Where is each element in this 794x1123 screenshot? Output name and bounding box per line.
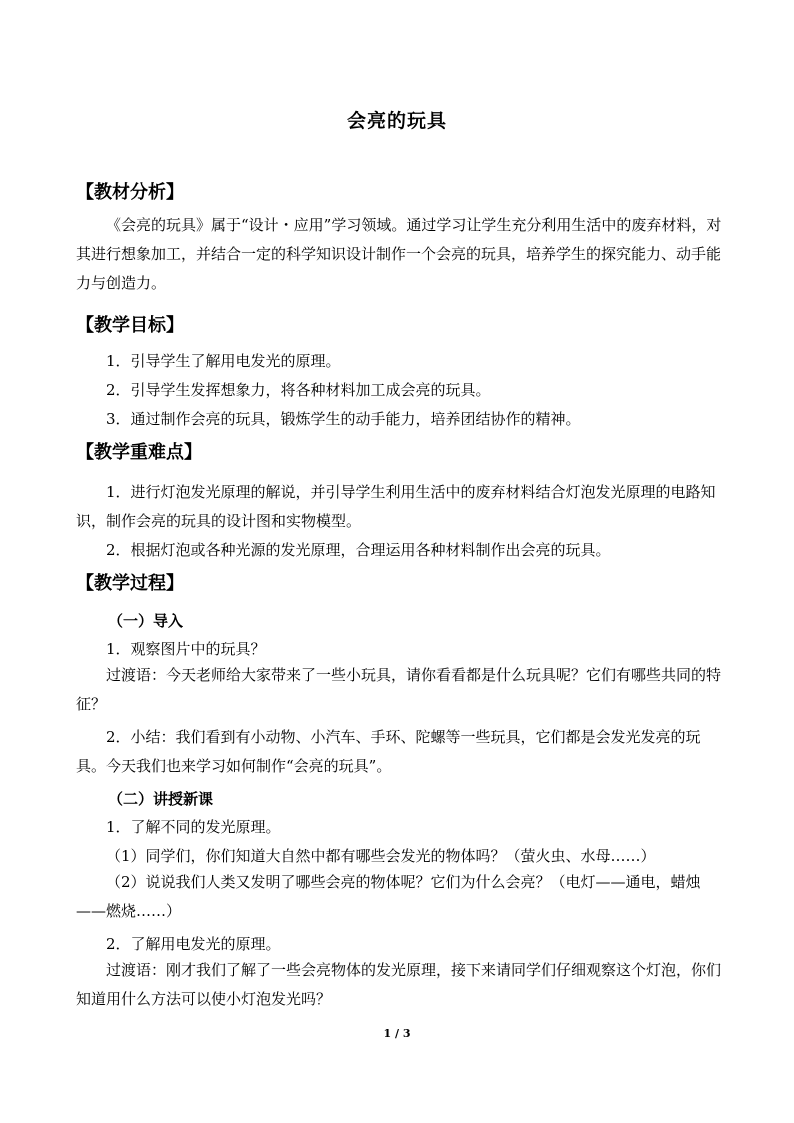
intro-question: 1．观察图片中的玩具？ bbox=[106, 640, 266, 658]
new-lesson-point-1: 1．了解不同的发光原理。 bbox=[106, 818, 281, 836]
new-lesson-title: （二）讲授新课 bbox=[108, 790, 214, 808]
page-title: 会亮的玩具 bbox=[346, 110, 447, 132]
intro-summary: 2．小结：我们看到有小动物、小汽车、手环、陀螺等一些玩具，它们都是会发光发亮的玩具。今天我们也来学习如何制作“会亮的玩具”。 bbox=[76, 728, 701, 775]
new-lesson-question-2: （2）说说我们人类又发明了哪些会亮的物体呢？它们为什么会亮？（电灯——通电，蜡烛——燃烧……） bbox=[76, 873, 701, 920]
intro-title: （一）导入 bbox=[108, 612, 184, 630]
heading-process: 【教学过程】 bbox=[76, 573, 184, 594]
new-lesson-point-2: 2．了解用电发光的原理。 bbox=[106, 935, 281, 953]
difficulty-item-1: 1．进行灯泡发光原理的解说，并引导学生利用生活中的废弃材料结合灯泡发光原理的电路知识，制作会亮的玩具的设计图和实物模型。 bbox=[76, 483, 716, 530]
heading-analysis: 【教材分析】 bbox=[76, 182, 184, 203]
difficulty-item-2: 2．根据灯泡或各种光源的发光原理，合理运用各种材料制作出会亮的玩具。 bbox=[106, 541, 611, 559]
page-number: 1 / 3 bbox=[383, 1027, 411, 1040]
heading-difficulties: 【教学重难点】 bbox=[76, 442, 202, 463]
intro-transition: 过渡语：今天老师给大家带来了一些小玩具，请你看看都是什么玩具呢？它们有哪些共同的特征？ bbox=[76, 666, 722, 713]
goal-item-2: 2．引导学生发挥想象力，将各种材料加工成会亮的玩具。 bbox=[106, 381, 491, 399]
goal-item-3: 3．通过制作会亮的玩具，锻炼学生的动手能力，培养团结协作的精神。 bbox=[106, 410, 581, 428]
heading-goals: 【教学目标】 bbox=[76, 315, 184, 336]
new-lesson-transition: 过渡语：刚才我们了解了一些会亮物体的发光原理，接下来请同学们仔细观察这个灯泡，你们知道用什么方法可以使小灯泡发光吗？ bbox=[76, 961, 722, 1008]
analysis-paragraph: 《会亮的玩具》属于“设计・应用”学习领域。通过学习让学生充分利用生活中的废弃材料，对其进行想象加工，并结合一定的科学知识设计制作一个会亮的玩具，培养学生的探究能力、动手能力与创造力。 bbox=[76, 216, 722, 292]
goal-item-1: 1．引导学生了解用电发光的原理。 bbox=[106, 352, 341, 370]
new-lesson-question-1: （1）同学们，你们知道大自然中都有哪些会发光的物体吗？（萤火虫、水母……） bbox=[106, 847, 656, 865]
